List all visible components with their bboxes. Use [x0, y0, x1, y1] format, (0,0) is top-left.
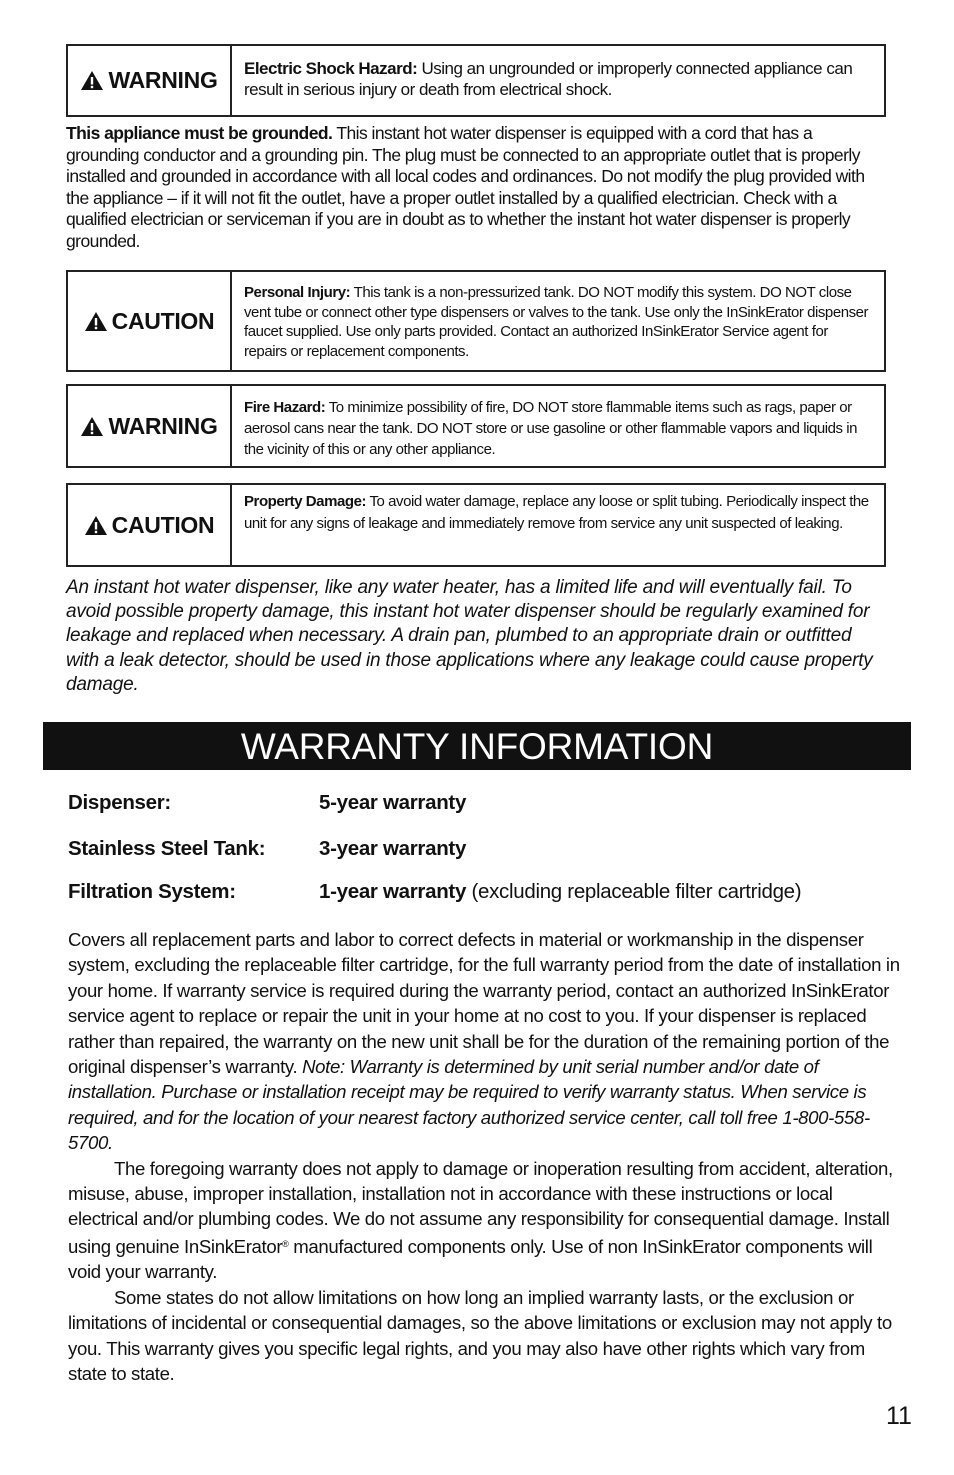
warranty-row-term	[319, 791, 466, 815]
grounding-paragraph	[66, 123, 866, 253]
warning-label	[68, 386, 232, 466]
notice-text: To minimize possibility of fire, DO NOT store flammable items such as rags, paper or aerosol cans near the tank. DO NOT store or use gasoline or other flammable vapors and liquids in the vicinity of this or any other appliance.	[244, 399, 858, 458]
warranty-term-note: (excluding replaceable filter cartridge)	[466, 880, 802, 903]
notice-caution-personal-injury	[66, 270, 886, 372]
warning-level-text: WARNING	[108, 67, 218, 93]
notice-heading: Personal Injury:	[244, 284, 351, 301]
warranty-row-term	[319, 837, 466, 861]
page-number: 11	[886, 1402, 912, 1430]
grounding-text: This instant hot water dispenser is equipped with a cord that has a grounding conductor and a grounding pin. The plug must be connected to an appropriate outlet that is properly installed and grounded in accordance with all local codes and ordinances. Do not modify the plug provided with the appliance – if it will not fit the outlet, have a proper outlet installed by a qualified electrician. Check with a qualified electrician or serviceman if you are in doubt as to whether the instant hot water dispenser is properly grounded.	[66, 123, 865, 251]
warranty-heading: WARRANTY INFORMATION	[43, 722, 911, 770]
warning-triangle-icon	[84, 311, 108, 332]
notice-heading: Property Damage:	[244, 493, 367, 510]
warranty-p2-text-b: manufactured components only. Use of non InSinkErator components will void your warranty.	[68, 1235, 873, 1283]
caution-level-text: CAUTION	[111, 307, 215, 334]
notice-warning-fire-hazard	[66, 384, 886, 468]
warning-triangle-icon	[80, 70, 104, 91]
caution-label	[68, 485, 232, 565]
warranty-p1-text: Covers all replacement parts and labor to correct defects in material or workmanship in the dispenser system, excluding the replaceable filter cartridge, for the full warranty period from the date of installation in your home. If warranty service is required during the warranty period, contact an authorized InSinkErator service agent to replace or repair the unit in your home at no cost to you. If your dispenser is replaced rather than repaired, the warranty on the new unit shall be for the duration of the remaining portion of the original dispenser’s warranty.	[68, 929, 900, 1078]
warranty-paragraph-3: Some states do not allow limitations on how long an implied warranty lasts, or the exclusion or limitations of incidental or consequential damages, so the above limitations or exclusion may not apply to you. This warranty gives you specific legal rights, and you may also have other rights which vary from state to state.	[68, 1286, 892, 1384]
warranty-row-label: Filtration System:	[68, 880, 236, 903]
notice-heading: Fire Hazard:	[244, 399, 326, 416]
warranty-term-text: 1-year warranty	[319, 880, 467, 903]
grounding-lead: This appliance must be grounded.	[66, 123, 333, 143]
caution-level-text: CAUTION	[111, 511, 215, 538]
life-note-paragraph: An instant hot water dispenser, like any water heater, has a limited life and will eventually fail. To avoid possible property damage, this instant hot water dispenser should be regularly examined for leakage and replaced when necessary. A drain pan, plumbed to an appropriate drain or outfitted with a leak detector, should be used in those applications where any leakage could cause property damage.	[66, 577, 873, 695]
warranty-term-text: 3-year warranty	[319, 837, 467, 860]
warranty-row-label: Stainless Steel Tank:	[68, 837, 266, 860]
notice-caution-property-damage	[66, 483, 886, 567]
notice-warning-electric-shock	[66, 44, 886, 117]
notice-text: To avoid water damage, replace any loose or split tubing. Periodically inspect the unit for any signs of leakage and immediately remove from service any unit suspected of leaking.	[244, 493, 869, 532]
warranty-row-term	[319, 880, 801, 904]
warranty-p2-text-a: The foregoing warranty does not apply to damage or inoperation resulting from accident, alteration, misuse, abuse, improper installation, installation not in accordance with these instructions or local electrical and/or plumbing codes. We do not assume any responsibility for consequential damage. Install using genuine InSinkErator	[68, 1157, 893, 1257]
warranty-p1-note: Note: Warranty is determined by unit serial number and/or date of installation. Purchase or installation receipt may be required to verify warranty status. When service is required, and for the location of your nearest factory authorized service center, call toll free 1-800-558-5700.	[68, 1056, 870, 1154]
notice-message	[232, 272, 884, 370]
notice-heading: Electric Shock Hazard:	[244, 59, 418, 78]
warning-triangle-icon	[84, 515, 108, 536]
notice-message	[232, 386, 884, 466]
warranty-paragraph-2	[68, 1156, 904, 1285]
warning-triangle-icon	[80, 416, 104, 437]
notice-message	[232, 485, 884, 565]
warning-label	[68, 46, 232, 115]
warranty-paragraph-1	[68, 927, 904, 1156]
warranty-body	[68, 927, 904, 1386]
warning-level-text: WARNING	[108, 412, 218, 439]
notice-text: Using an ungrounded or improperly connected appliance can result in serious injury or death from electrical shock.	[244, 59, 853, 99]
caution-label	[68, 272, 232, 370]
warranty-row-label: Dispenser:	[68, 791, 171, 814]
registered-mark: ®	[282, 1238, 289, 1249]
warranty-term-text: 5-year warranty	[319, 791, 467, 814]
notice-text: This tank is a non-pressurized tank. DO NOT modify this system. DO NOT close vent tube or connect other type dispensers or valves to the tank. Use only the InSinkErator dispenser faucet supplied. Use only parts provided. Contact an authorized InSinkErator Service agent for repairs or replacement components.	[244, 284, 869, 360]
notice-message	[232, 46, 884, 115]
